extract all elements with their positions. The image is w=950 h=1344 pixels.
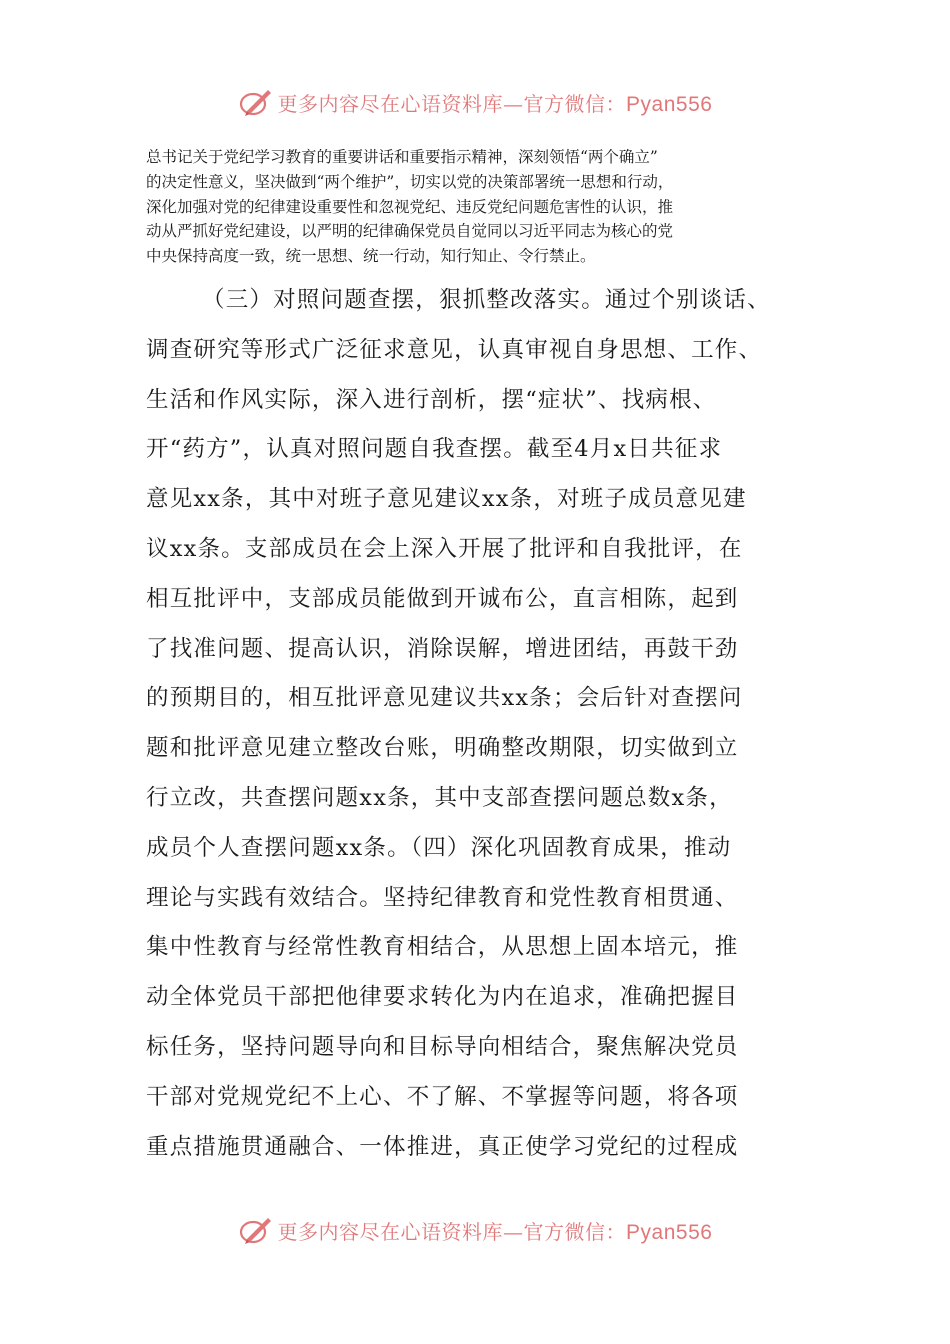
text-line: 开“药方”，认真对照问题自我查摆。截至4月x日共征求 <box>146 436 723 463</box>
wechat-handle: Pyan556 <box>626 92 713 116</box>
footer-banner <box>0 1210 950 1250</box>
banner-label: 更多内容尽在心语资料库—官方微信： <box>277 1219 627 1244</box>
banner-text <box>278 88 713 117</box>
text-line: 理论与实践有效结合。坚持纪律教育和党性教育相贯通、 <box>146 884 739 911</box>
text-line: 议xx条。支部成员在会上深入开展了批评和自我批评，在 <box>146 535 743 562</box>
text-line: 的预期目的，相互批评意见建议共xx条；会后针对查摆问 <box>146 685 743 712</box>
text-line: 集中性教育与经常性教育相结合，从思想上固本培元，推 <box>146 934 739 961</box>
text-line: 动全体党员干部把他律要求转化为内在追求，准确把握目 <box>146 984 739 1011</box>
header-banner <box>0 82 950 122</box>
text-line: 意见xx条，其中对班子意见建议xx条，对班子成员意见建 <box>146 486 747 513</box>
banner-label: 更多内容尽在心语资料库—官方微信： <box>277 91 627 116</box>
text-line: 生活和作风实际，深入进行剖析，摆“症状”、找病根、 <box>146 386 717 413</box>
text-line: 总书记关于党纪学习教育的重要讲话和重要指示精神，深刻领悟“两个确立” <box>146 148 658 166</box>
text-line: 干部对党规党纪不上心、不了解、不掌握等问题，将各项 <box>146 1083 739 1110</box>
text-line: 成员个人查摆问题xx条。（四）深化巩固教育成果，推动 <box>146 834 732 861</box>
text-line: 了找准问题、提高认识，消除误解，增进团结，再鼓干劲 <box>146 635 739 662</box>
main-paragraph <box>146 276 816 1172</box>
intro-paragraph <box>146 145 806 269</box>
text-line: 相互批评中，支部成员能做到开诚布公，直言相陈，起到 <box>146 585 739 612</box>
text-line: 动从严抓好党纪建设，以严明的纪律确保党员自觉同以习近平同志为核心的党 <box>146 222 674 241</box>
quill-pen-logo-icon <box>238 84 274 120</box>
text-line: 调查研究等形式广泛征求意见，认真审视自身思想、工作、 <box>146 336 763 363</box>
text-line: 行立改，共查摆问题xx条，其中支部查摆问题总数x条， <box>146 784 733 811</box>
quill-pen-logo-icon <box>238 1212 274 1248</box>
text-line: 深化加强对党的纪律建设重要性和忽视党纪、违反党纪问题危害性的认识，推 <box>146 197 674 216</box>
text-line: 题和批评意见建立整改台账，明确整改期限，切实做到立 <box>146 735 739 762</box>
text-line: 标任务，坚持问题导向和目标导向相结合，聚焦解决党员 <box>146 1033 739 1060</box>
text-line: 重点措施贯通融合、一体推进，真正使学习党纪的过程成 <box>146 1133 739 1160</box>
text-line: （三）对照问题查摆，狠抓整改落实。通过个别谈话、 <box>202 287 771 313</box>
text-line: 的决定性意义，坚决做到“两个维护”，切实以党的决策部署统一思想和行动， <box>146 172 674 191</box>
text-line: 中央保持高度一致，统一思想、统一行动，知行知止、令行禁止。 <box>146 247 596 266</box>
wechat-handle: Pyan556 <box>626 1220 713 1244</box>
banner-text <box>278 1216 713 1245</box>
